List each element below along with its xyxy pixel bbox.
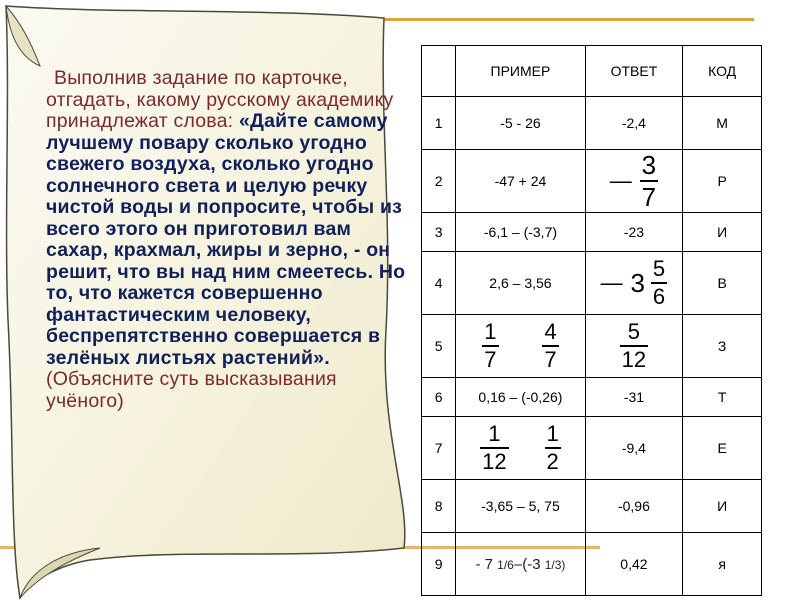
answer-key-table bbox=[421, 45, 762, 596]
answer-fraction bbox=[651, 258, 667, 308]
fraction-numerator: 5 bbox=[652, 256, 666, 281]
row-example bbox=[456, 533, 585, 596]
row-example: -6,1 – (-3,7) bbox=[456, 213, 585, 252]
example-fraction-2 bbox=[545, 423, 561, 473]
row-example: 2,6 – 3,56 bbox=[456, 252, 585, 315]
fraction-denominator: 12 bbox=[482, 449, 507, 474]
fraction-numerator: 1 bbox=[488, 421, 501, 446]
table-row bbox=[422, 480, 762, 533]
table-row bbox=[422, 213, 762, 252]
row-number: 9 bbox=[422, 533, 456, 596]
fraction-denominator: 6 bbox=[652, 284, 666, 309]
header-example: ПРИМЕР bbox=[456, 46, 585, 97]
row-example: 0,16 – (-0,26) bbox=[456, 378, 585, 417]
example-fraction-1 bbox=[480, 423, 508, 473]
row-number: 1 bbox=[422, 97, 456, 150]
row-number: 3 bbox=[422, 213, 456, 252]
fraction-denominator: 7 bbox=[544, 347, 557, 372]
table-header-row bbox=[422, 46, 762, 97]
row-answer bbox=[585, 315, 683, 378]
row-code: И bbox=[683, 480, 762, 533]
fraction-numerator: 5 bbox=[627, 319, 641, 344]
card-text bbox=[46, 68, 406, 412]
table-row bbox=[422, 97, 762, 150]
answer-sign: — bbox=[609, 168, 632, 193]
answer-fraction bbox=[620, 321, 648, 371]
row-code: И bbox=[683, 213, 762, 252]
example-fraction-1 bbox=[482, 321, 498, 371]
fraction-numerator: 1 bbox=[546, 421, 559, 446]
row-code: я bbox=[683, 533, 762, 596]
table-row bbox=[422, 150, 762, 213]
header-answer: ОТВЕТ bbox=[585, 46, 683, 97]
card-intro: Выполнив задание по карточке, отгадать, какому русскому академику принадлежат слова: bbox=[46, 67, 394, 132]
row-example: -3,65 – 5, 75 bbox=[456, 480, 585, 533]
row-answer bbox=[585, 252, 683, 315]
answer-sign: — bbox=[600, 270, 623, 295]
table-row bbox=[422, 252, 762, 315]
row-code: М bbox=[683, 97, 762, 150]
row-code: Р bbox=[683, 150, 762, 213]
row-code: З bbox=[683, 315, 762, 378]
row-answer: 0,42 bbox=[585, 533, 683, 596]
example-part: –(-3 bbox=[513, 555, 541, 573]
fraction-denominator: 2 bbox=[546, 449, 559, 474]
row-answer: -0,96 bbox=[585, 480, 683, 533]
row-answer bbox=[585, 150, 683, 213]
example-fraction-2 bbox=[542, 321, 558, 371]
fraction-denominator: 7 bbox=[641, 182, 657, 212]
row-code: Т bbox=[683, 378, 762, 417]
row-number: 5 bbox=[422, 315, 456, 378]
card-outro: (Объясните суть высказывания учёного) bbox=[46, 368, 337, 412]
row-example bbox=[456, 315, 585, 378]
row-answer: -23 bbox=[585, 213, 683, 252]
table-row bbox=[422, 378, 762, 417]
row-example: -47 + 24 bbox=[456, 150, 585, 213]
fraction-numerator: 3 bbox=[641, 150, 657, 180]
row-number: 7 bbox=[422, 417, 456, 480]
row-example bbox=[456, 417, 585, 480]
example-part: - 7 bbox=[475, 555, 493, 573]
table-row bbox=[422, 533, 762, 596]
table-row bbox=[422, 417, 762, 480]
header-num bbox=[422, 46, 456, 97]
fraction-denominator: 7 bbox=[484, 347, 497, 372]
row-answer: -9,4 bbox=[585, 417, 683, 480]
row-number: 8 bbox=[422, 480, 456, 533]
row-number: 4 bbox=[422, 252, 456, 315]
mixed-whole: 3 bbox=[630, 267, 646, 298]
row-number: 6 bbox=[422, 378, 456, 417]
row-number: 2 bbox=[422, 150, 456, 213]
answer-fraction bbox=[640, 152, 658, 210]
fraction-denominator: 12 bbox=[621, 347, 647, 372]
example-part: 1/6 bbox=[497, 557, 514, 572]
row-example: -5 - 26 bbox=[456, 97, 585, 150]
fraction-numerator: 1 bbox=[484, 319, 497, 344]
row-code: В bbox=[683, 252, 762, 315]
fraction-numerator: 4 bbox=[544, 319, 557, 344]
table-row bbox=[422, 315, 762, 378]
example-part: 1/3) bbox=[544, 557, 566, 572]
row-answer: -2,4 bbox=[585, 97, 683, 150]
header-code: КОД bbox=[683, 46, 762, 97]
row-answer: -31 bbox=[585, 378, 683, 417]
card-quote: «Дайте самому лучшему повару сколько угодно свежего воздуха, сколько угодно солнечного света и целую речку чистой воды и попросите, чтобы из всего этого он приготовил вам сахар, крахмал, жиры и зерно, - он решит, что вы над ним смеетесь. Но то, что кажется совершенно фантастическим человеку, беспрепятственно совершается в зелёных листьях растений». bbox=[46, 110, 406, 369]
top-decor-line bbox=[384, 18, 754, 21]
row-code: Е bbox=[683, 417, 762, 480]
